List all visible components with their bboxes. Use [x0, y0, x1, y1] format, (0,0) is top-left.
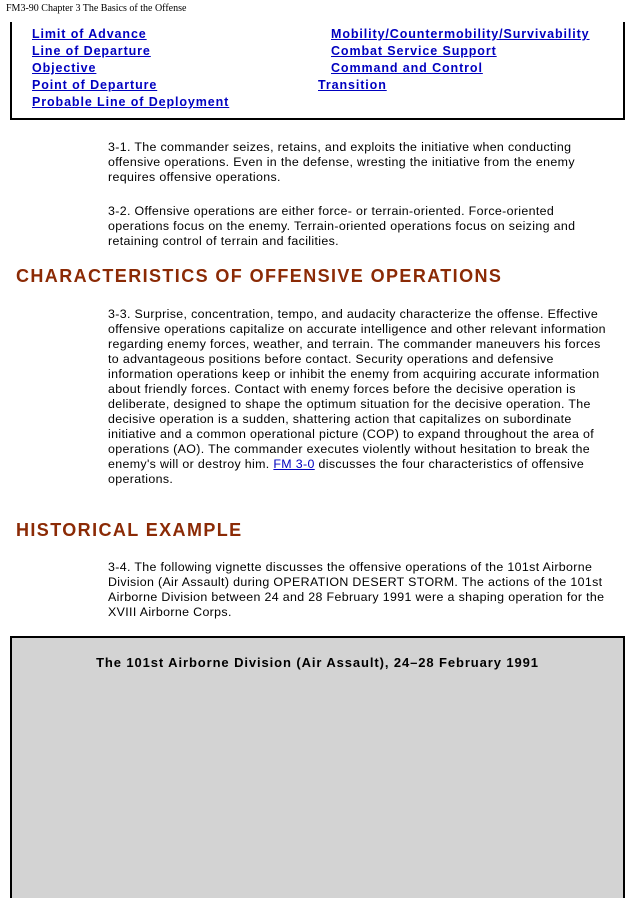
page-header-title: FM3-90 Chapter 3 The Basics of the Offense [6, 3, 187, 14]
paragraph-3-1: 3-1. The commander seizes, retains, and exploits the initiative when conducting offensive operations. Even in the defense, wresting the initiative from the enemy requires offensive operations. [108, 140, 575, 184]
paragraph-3-3 [108, 307, 608, 487]
toc-link-command-and-control[interactable]: Command and Control [331, 61, 483, 75]
heading-characteristics: CHARACTERISTICS OF OFFENSIVE OPERATIONS [16, 266, 503, 286]
historical-example-box [10, 636, 625, 898]
fm-3-0-link[interactable]: FM 3-0 [273, 457, 315, 471]
toc-box [10, 22, 625, 120]
toc-link-line-of-departure[interactable]: Line of Departure [32, 44, 151, 58]
toc-link-point-of-departure[interactable]: Point of Departure [32, 78, 158, 92]
paragraph-3-2: 3-2. Offensive operations are either force- or terrain-oriented. Force-oriented operations focus on the enemy. Terrain-oriented operations focus on seizing and retaining control of terrain and facilities. [108, 204, 576, 248]
example-box-title: The 101st Airborne Division (Air Assault), 24–28 February 1991 [96, 655, 539, 670]
toc-link-limit-of-advance[interactable]: Limit of Advance [32, 27, 147, 41]
toc-link-objective[interactable]: Objective [32, 61, 97, 75]
paragraph-3-3-text-end: discusses the four characteristics of offensive operations. [108, 457, 585, 486]
toc-link-mobility-countermobility-survivability[interactable]: Mobility/Countermobility/Survivability [331, 27, 590, 41]
toc-link-transition[interactable]: Transition [318, 78, 387, 92]
heading-historical-example: HISTORICAL EXAMPLE [16, 520, 243, 540]
paragraph-3-4: 3-4. The following vignette discusses the offensive operations of the 101st Airborne Division (Air Assault) during OPERATION DESERT STORM. The actions of the 101st Airborne Division between 24 and 28 February 1991 were a shaping operation for the XVIII Airborne Corps. [108, 560, 605, 619]
toc-link-probable-line-of-deployment[interactable]: Probable Line of Deployment [32, 95, 230, 109]
toc-link-combat-service-support[interactable]: Combat Service Support [331, 44, 497, 58]
paragraph-3-3-text: 3-3. Surprise, concentration, tempo, and audacity characterize the offense. Effective offensive operations capitalize on accurate intelligence and other relevant information regarding enemy forces, weather, and terrain. The commander maneuvers his forces to advantageous positions before contact. Security operations and defensive information operations keep or inhibit the enemy from acquiring accurate information about friendly forces. Contact with enemy forces before the decisive operation is deliberate, designed to shape the optimum situation for the decisive operation. The decisive operation is a sudden, shattering action that capitalizes on subordinate initiative and a common operational picture (COP) to expand throughout the area of operations (AO). The commander executes violently without hesitation to break the enemy's will or destroy him. [108, 307, 606, 471]
